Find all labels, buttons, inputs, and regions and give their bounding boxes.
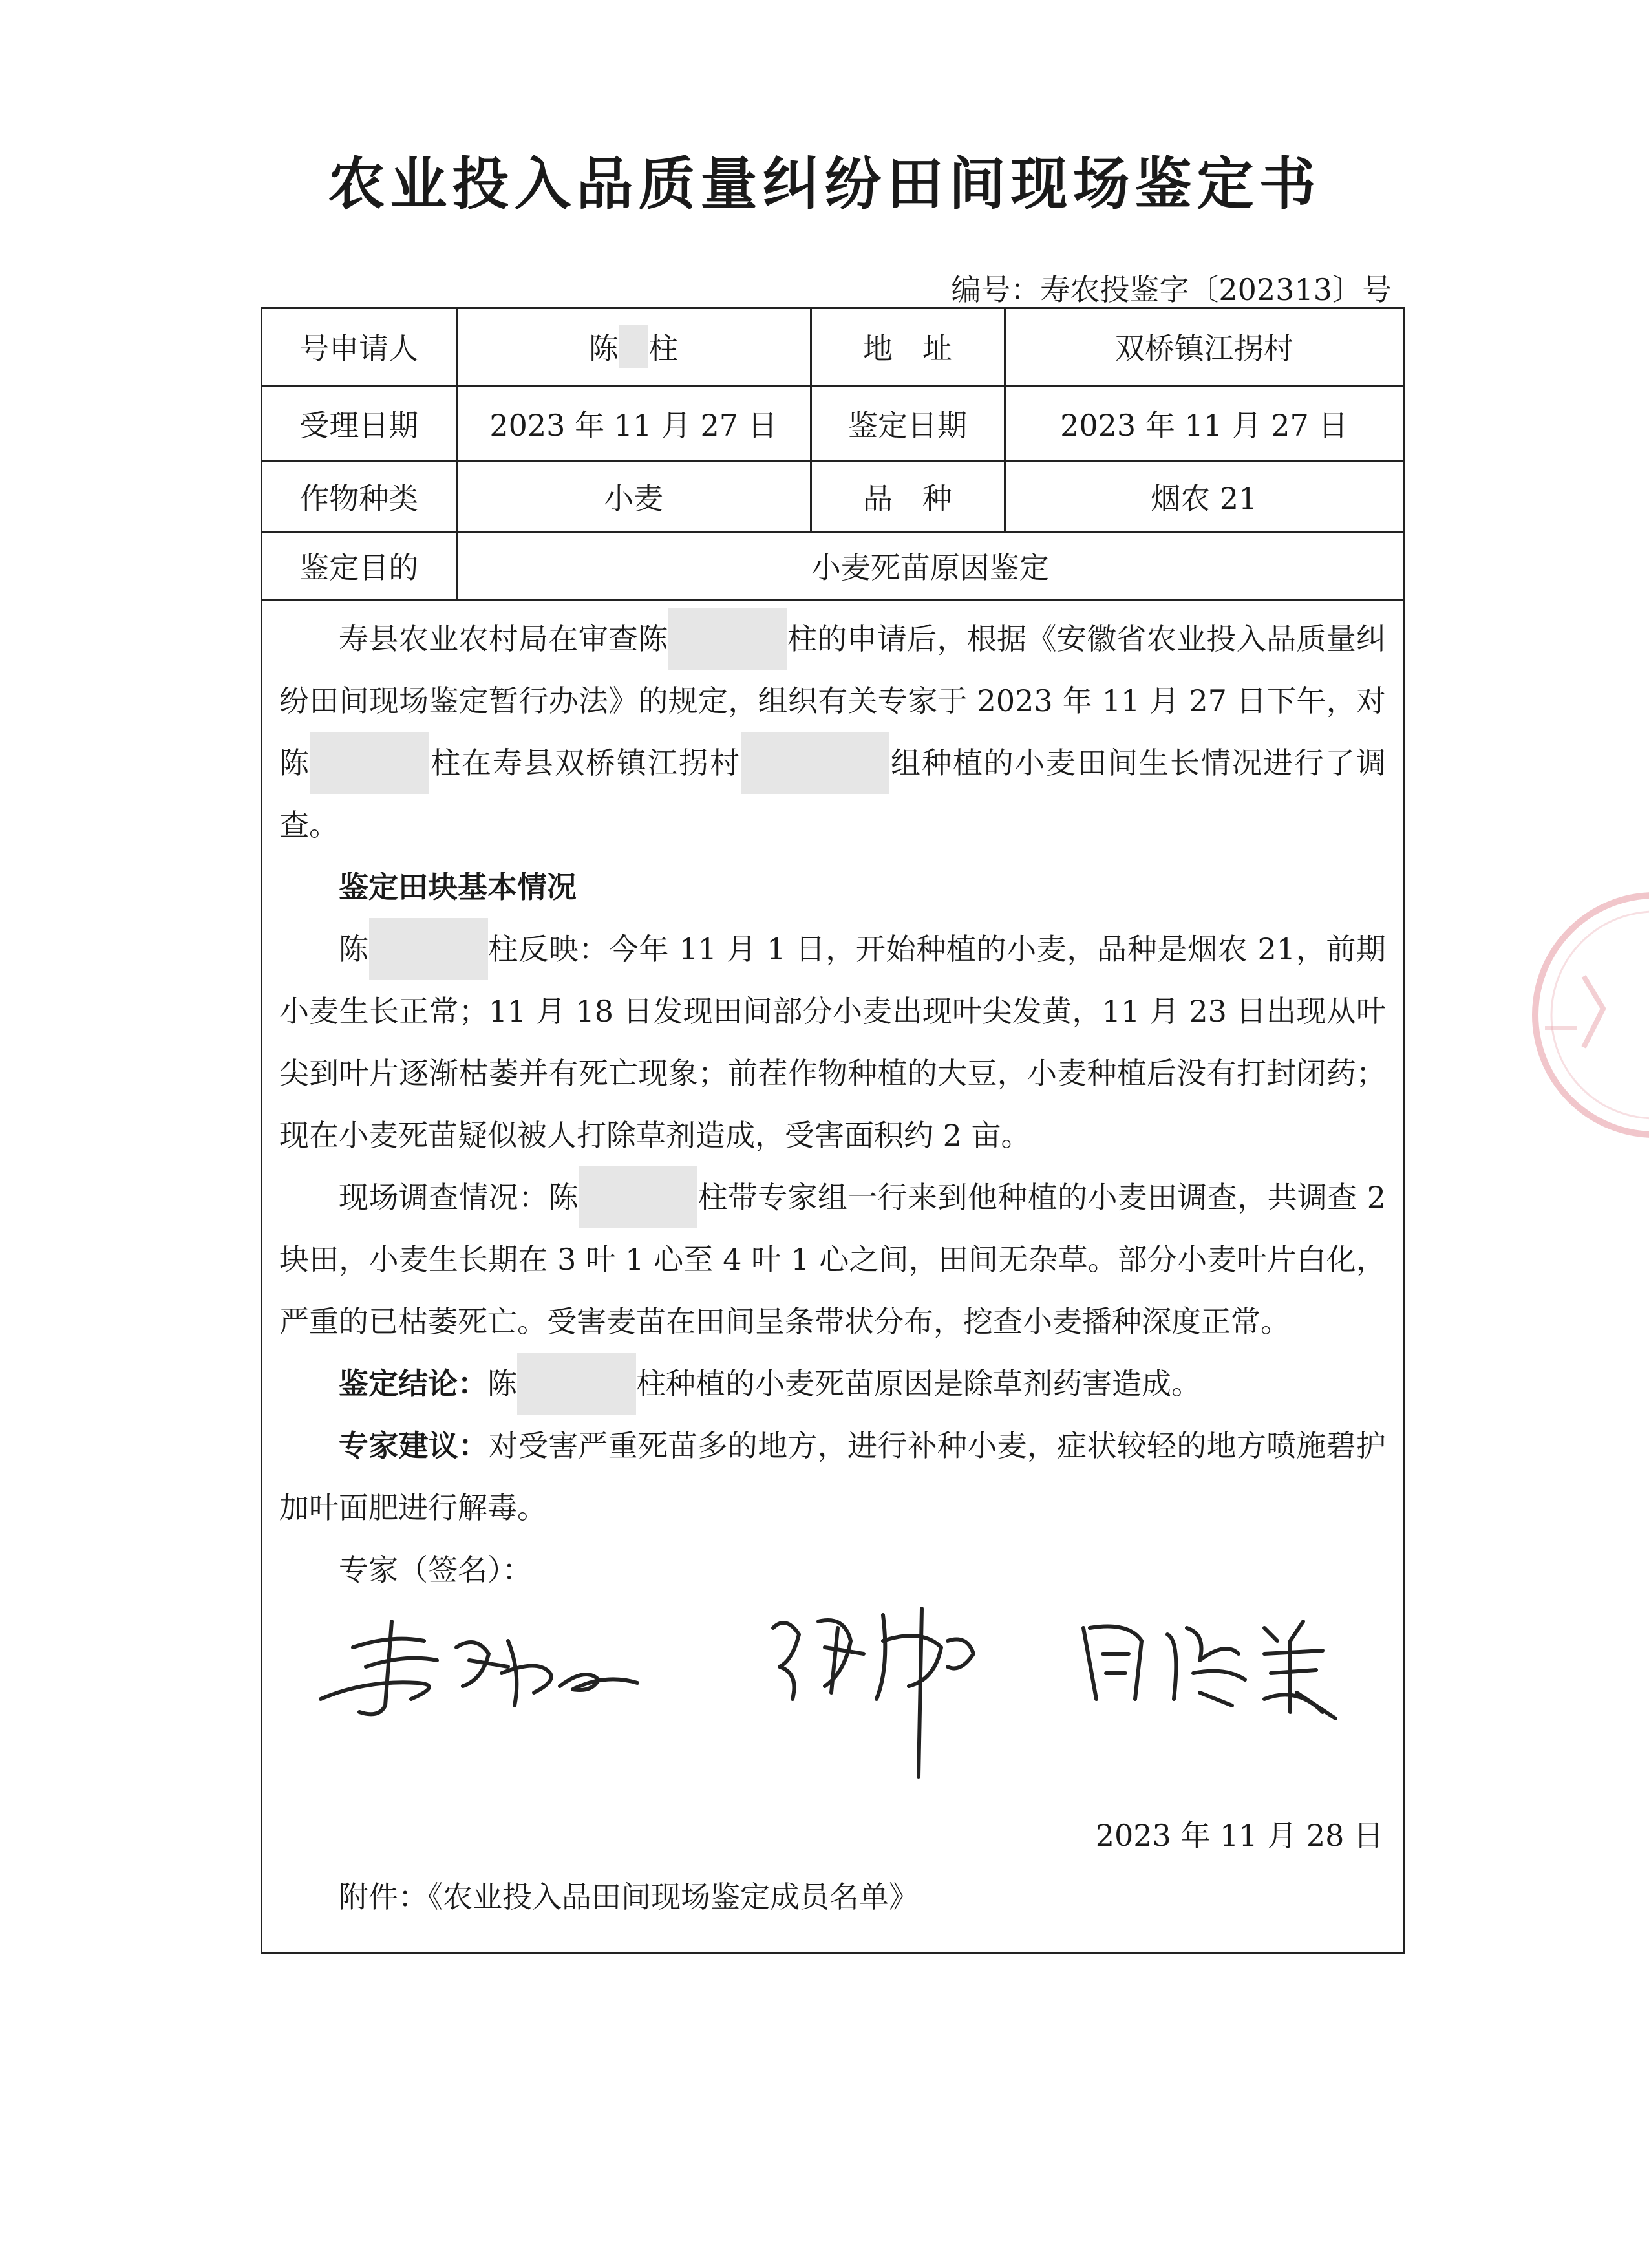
table-row <box>262 532 1403 599</box>
variety-label: 品 种 <box>811 461 1005 532</box>
crop-type-label: 作物种类 <box>262 461 456 532</box>
applicant-label: 号申请人 <box>262 309 456 385</box>
signature-2 <box>754 1589 1025 1783</box>
signature-1 <box>314 1609 650 1725</box>
signature-3 <box>1070 1602 1381 1731</box>
appraisal-date-label: 鉴定日期 <box>811 385 1005 461</box>
redaction-mask <box>619 325 648 368</box>
appraisal-body <box>279 608 1386 1601</box>
table-row <box>262 461 1403 532</box>
document-title: 农业投入品质量纠纷田间现场鉴定书 <box>328 151 1321 217</box>
appraisal-date-value: 2023 年 11 月 27 日 <box>1005 385 1403 461</box>
signing-date: 2023 年 11 月 28 日 <box>1095 1818 1383 1853</box>
paragraph-survey: 现场调查情况：陈 柱带专家组一行来到他种植的小麦田调查，共调查 2 块田，小麦生长期在 3 叶 1 心至 4 叶 1 心之间，田间无杂草。部分小麦叶片白化，严重的已枯萎死亡。受害麦苗在田间呈条带状分布，挖查小麦播种深度正常。 <box>279 1166 1386 1353</box>
table-row <box>262 309 1403 385</box>
address-value: 双桥镇江拐村 <box>1005 309 1403 385</box>
variety-value: 烟农 21 <box>1005 461 1403 532</box>
crop-type-value: 小麦 <box>456 461 811 532</box>
signatures <box>301 1589 1400 1809</box>
info-table <box>262 309 1403 601</box>
experts-signature-label: 专家（签名）： <box>339 1552 532 1587</box>
purpose-label: 鉴定目的 <box>262 532 456 599</box>
purpose-value: 小麦死苗原因鉴定 <box>456 532 1403 599</box>
paragraph-report: 陈 柱反映：今年 11 月 1 日，开始种植的小麦，品种是烟农 21，前期小麦生长正常；11 月 18 日发现田间部分小麦出现叶尖发黄，11 月 23 日出现从叶尖到叶片逐渐枯萎并有死亡现象；前茬作物种植的大豆，小麦种植后没有打封闭药；现在小麦死苗疑似被人打除草剂造成，受害面积约 2 亩。 <box>279 918 1386 1166</box>
attachment-note: 附件：《农业投入品田间现场鉴定成员名单》 <box>339 1879 919 1914</box>
paragraph-conclusion: 鉴定结论：陈 柱种植的小麦死苗原因是除草剂药害造成。 <box>279 1353 1386 1415</box>
section-heading: 鉴定田块基本情况 <box>339 870 577 904</box>
address-label: 地 址 <box>811 309 1005 385</box>
document-frame <box>261 307 1405 1954</box>
accept-date-value: 2023 年 11 月 27 日 <box>456 385 811 461</box>
table-row <box>262 385 1403 461</box>
accept-date-label: 受理日期 <box>262 385 456 461</box>
paragraph-advice: 专家建议：对受害严重死苗多的地方，进行补种小麦，症状较轻的地方喷施碧护加叶面肥进行解毒。 <box>279 1428 1387 1525</box>
applicant-value: 陈 柱 <box>456 309 811 385</box>
official-seal <box>1506 879 1649 1151</box>
document-number: 编号：寿农投鉴字〔202313〕号 <box>951 272 1392 307</box>
paragraph-intro: 寿县农业农村局在审查陈 柱的申请后，根据《安徽省农业投入品质量纠纷田间现场鉴定暂行办法》的规定，组织有关专家于 2023 年 11 月 27 日下午，对陈 柱在寿县双桥镇江拐村 组种植的小麦田间生长情况进行了调查。 <box>279 608 1386 856</box>
